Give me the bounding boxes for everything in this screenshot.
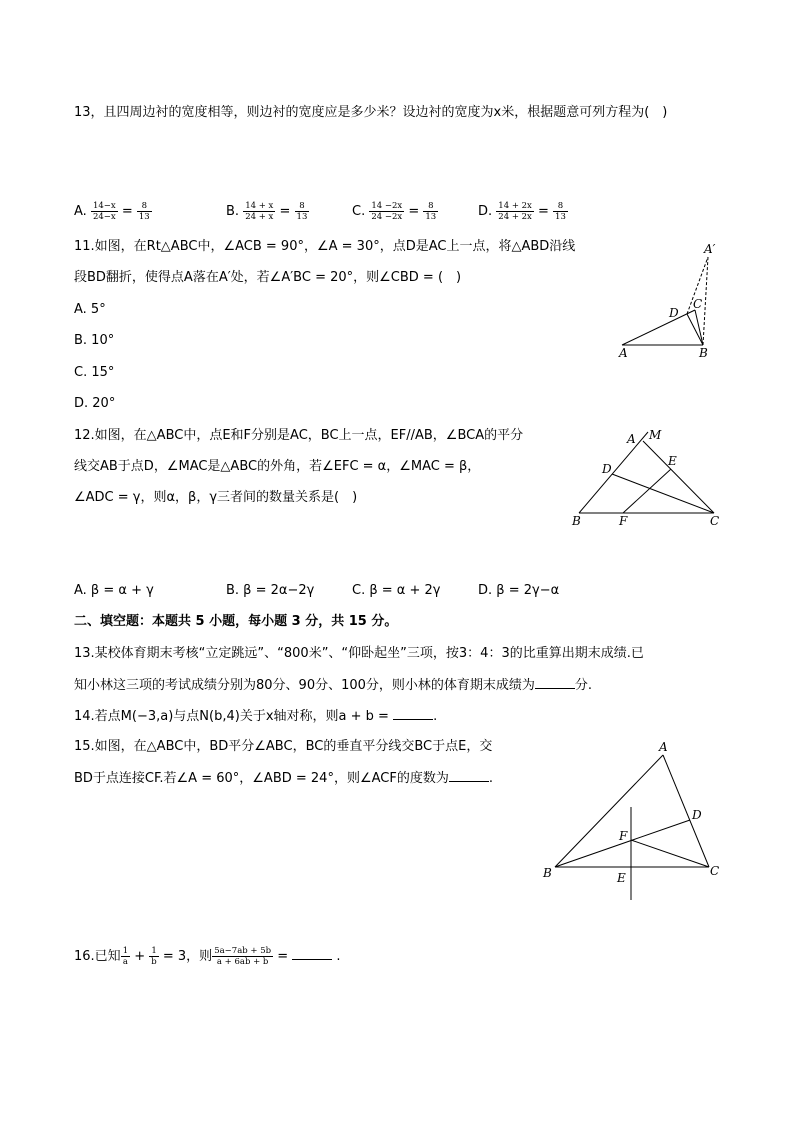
q12-line-1: 12.如图，在△ABC中，点E和F分别是AC，BC上一点，EF//AB，∠BCA的平分 [74, 428, 524, 443]
q14-line [74, 707, 437, 726]
label-d: D [669, 306, 679, 320]
fraction: $\frac{8}{13}$ [296, 201, 308, 222]
q12-option-b: B. β = 2α−2γ [226, 583, 315, 598]
fraction: $\frac{8}{13}$ [138, 201, 150, 222]
segment-ac [663, 755, 709, 867]
q11-line-2: 段BD翻折，使得点A落在A′处，若∠A′BC = 20°，则∠CBD = ( ) [74, 270, 462, 285]
section-2-title: 二、填空题：本题共 5 小题，每小题 3 分，共 15 分。 [74, 614, 398, 629]
q13-line-2-end: 分. [574, 678, 593, 693]
segment-cb [695, 310, 703, 345]
q15-text: BD于点连接CF.若∠A = 60°，∠ABD = 24°，则∠ACF的度数为 [74, 771, 449, 786]
fraction: $\frac{5a-7ab + 5b}{a + 6ab + b}$ [214, 946, 272, 967]
fraction: $\frac{8}{13}$ [425, 201, 437, 222]
q12-option-c: C. β = α + 2γ [352, 583, 441, 598]
label-d: D [692, 808, 702, 822]
q10-option-a: A. $\frac{14-x}{24-x}$ = $\frac{8}{13}$ [74, 201, 150, 222]
q11-figure [610, 235, 740, 365]
label-e: E [668, 454, 677, 468]
fraction: $\frac{1}{b}$ [151, 946, 157, 967]
answer-blank[interactable] [535, 676, 575, 689]
q12-line-2: 线交AB于点D，∠MAC是△ABC的外角，若∠EFC = α，∠MAC = β， [74, 459, 481, 474]
q10-option-d: D. $\frac{14 + 2x}{24 + 2x}$ = $\frac{8}{13}$ [478, 201, 566, 222]
q15-line-1: 15.如图，在△ABC中，BD平分∠ABC，BC的垂直平分线交BC于点E，交 [74, 739, 493, 754]
q12-line-3: ∠ADC = γ，则α，β，γ三者间的数量关系是( ) [74, 490, 358, 505]
q15-figure [535, 735, 735, 910]
q16-line [74, 946, 341, 967]
q16-text: 16.已知 [74, 949, 121, 964]
segment-ac [622, 310, 695, 345]
q12-option-a: A. β = α + γ [74, 583, 154, 598]
segment-bd [555, 820, 690, 867]
label-c: C [710, 514, 720, 528]
label-f: F [619, 514, 628, 528]
answer-blank[interactable] [292, 947, 332, 960]
label-a: A [659, 740, 668, 754]
plus-sign: + [134, 949, 146, 964]
q11-option-a: A. 5° [74, 302, 106, 317]
q11-option-b: B. 10° [74, 333, 115, 348]
fraction: $\frac{1}{a}$ [122, 946, 129, 967]
label-b: B [699, 346, 708, 360]
fraction: $\frac{14-x}{24-x}$ [92, 201, 116, 222]
segment-fe [623, 469, 671, 513]
segment-ac [643, 441, 714, 513]
option-label: D. [478, 204, 493, 219]
fraction: $\frac{14 + x}{24 + x}$ [245, 201, 274, 222]
segment-ba-prime [703, 257, 708, 345]
equals-sign: = [277, 949, 289, 964]
segment-dc [612, 474, 714, 513]
label-a-prime: A′ [704, 242, 716, 256]
label-a: A [619, 346, 628, 360]
q15-end: . [488, 771, 493, 786]
label-d: D [602, 462, 612, 476]
answer-blank[interactable] [393, 707, 433, 720]
segment-fc [631, 840, 709, 867]
label-a: A [627, 432, 636, 446]
fraction: $\frac{8}{13}$ [555, 201, 566, 222]
label-m: M [649, 428, 662, 442]
q16-end: . [336, 949, 341, 964]
q14-text: 14.若点M(−3,a)与点N(b,4)关于x轴对称，则a + b = [74, 709, 389, 724]
q10-option-c: C. $\frac{14 -2x}{24 -2x}$ = $\frac{8}{13}$ [352, 201, 437, 222]
answer-blank[interactable] [449, 769, 489, 782]
fraction: $\frac{14 + 2x}{24 + 2x}$ [498, 201, 532, 222]
q15-line-2 [74, 769, 493, 788]
q13-line-1: 13.某校体育期末考核“立定跳远”、“800米”、“仰卧起坐”三项，按3：4：3的比重算出期末成绩.已 [74, 646, 644, 661]
q13-line-2 [74, 676, 592, 695]
q10-stem: 13，且四周边衬的宽度相等，则边衬的宽度应是多少米？设边衬的宽度为x米，根据题意可列方程为( ) [74, 105, 668, 120]
segment-db [687, 314, 703, 345]
label-c: C [693, 297, 703, 311]
q13-line-2-text: 知小林这三项的考试成绩分别为80分、90分、100分，则小林的体育期末成绩为 [74, 678, 535, 693]
q12-option-d: D. β = 2γ−α [478, 583, 560, 598]
option-label: A. [74, 204, 87, 219]
segment-ba [555, 755, 663, 867]
q10-option-b: B. $\frac{14 + x}{24 + x}$ = $\frac{8}{13}$ [226, 201, 308, 222]
q16-mid: = 3，则 [162, 949, 213, 964]
q14-end: . [433, 709, 438, 724]
label-b: B [543, 866, 552, 880]
label-c: C [710, 864, 720, 878]
label-f: F [619, 829, 628, 843]
q11-option-d: D. 20° [74, 396, 116, 411]
q12-figure [565, 425, 735, 535]
segment-bm [579, 432, 648, 513]
option-label: B. [226, 204, 240, 219]
q11-line-1: 11.如图，在Rt△ABC中，∠ACB = 90°，∠A = 30°，点D是AC上一点，将△ABD沿线 [74, 239, 576, 254]
option-label: C. [352, 204, 366, 219]
label-b: B [572, 514, 581, 528]
q11-option-c: C. 15° [74, 365, 115, 380]
label-e: E [617, 871, 626, 885]
fraction: $\frac{14 -2x}{24 -2x}$ [371, 201, 403, 222]
